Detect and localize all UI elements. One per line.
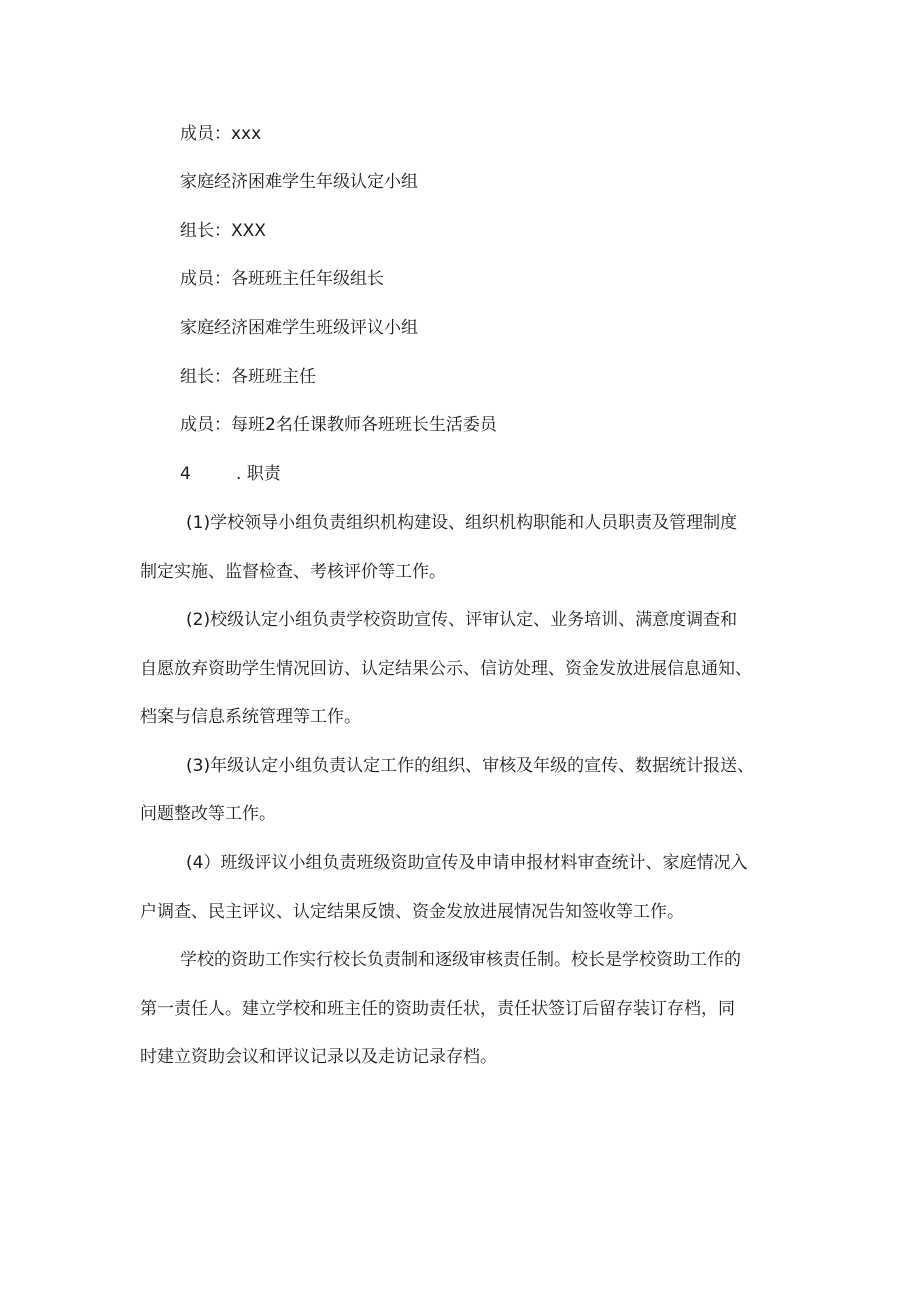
grade-leader-line: 组长：XXX — [180, 221, 266, 241]
duty-4-line-2: 户调查、民主评议、认定结果反馈、资金发放进展情况告知签收等工作。 — [140, 902, 684, 922]
duty-2-line-2: 自愿放弃资助学生情况回访、认定结果公示、信访处理、资金发放进展信息通知、 — [140, 659, 752, 679]
responsibility-line-2: 第一责任人。建立学校和班主任的资助责任状，责任状签订后留存装订存档，同 — [140, 999, 735, 1019]
duty-3-line-1: (3)年级认定小组负责认定工作的组织、审核及年级的宣传、数据统计报送、 — [186, 756, 755, 776]
grade-group-title: 家庭经济困难学生年级认定小组 — [180, 172, 418, 192]
duty-1-line-2: 制定实施、监督检查、考核评价等工作。 — [140, 562, 446, 582]
members-line: 成员：xxx — [180, 124, 262, 144]
duty-3-line-2: 问题整改等工作。 — [140, 804, 276, 824]
duty-2-line-3: 档案与信息系统管理等工作。 — [140, 707, 361, 727]
section-title: . 职责 — [236, 464, 281, 484]
class-leader-line: 组长：各班班主任 — [180, 367, 316, 387]
section-number: 4 — [180, 464, 191, 484]
grade-members-line: 成员：各班班主任年级组长 — [180, 269, 384, 289]
responsibility-line-3: 时建立资助会议和评议记录以及走访记录存档。 — [140, 1047, 497, 1067]
section-heading — [180, 462, 281, 486]
duty-4-line-1: (4）班级评议小组负责班级资助宣传及申请申报材料审查统计、家庭情况入 — [186, 853, 748, 873]
class-group-title: 家庭经济困难学生班级评议小组 — [180, 318, 418, 338]
duty-2-line-1: (2)校级认定小组负责学校资助宣传、评审认定、业务培训、满意度调查和 — [186, 610, 738, 630]
responsibility-line-1: 学校的资助工作实行校长负责制和逐级审核责任制。校长是学校资助工作的 — [180, 950, 741, 970]
duty-1-line-1: (1)学校领导小组负责组织机构建设、组织机构职能和人员职责及管理制度 — [186, 513, 738, 533]
class-members-line: 成员：每班2名任课教师各班班长生活委员 — [180, 415, 497, 435]
